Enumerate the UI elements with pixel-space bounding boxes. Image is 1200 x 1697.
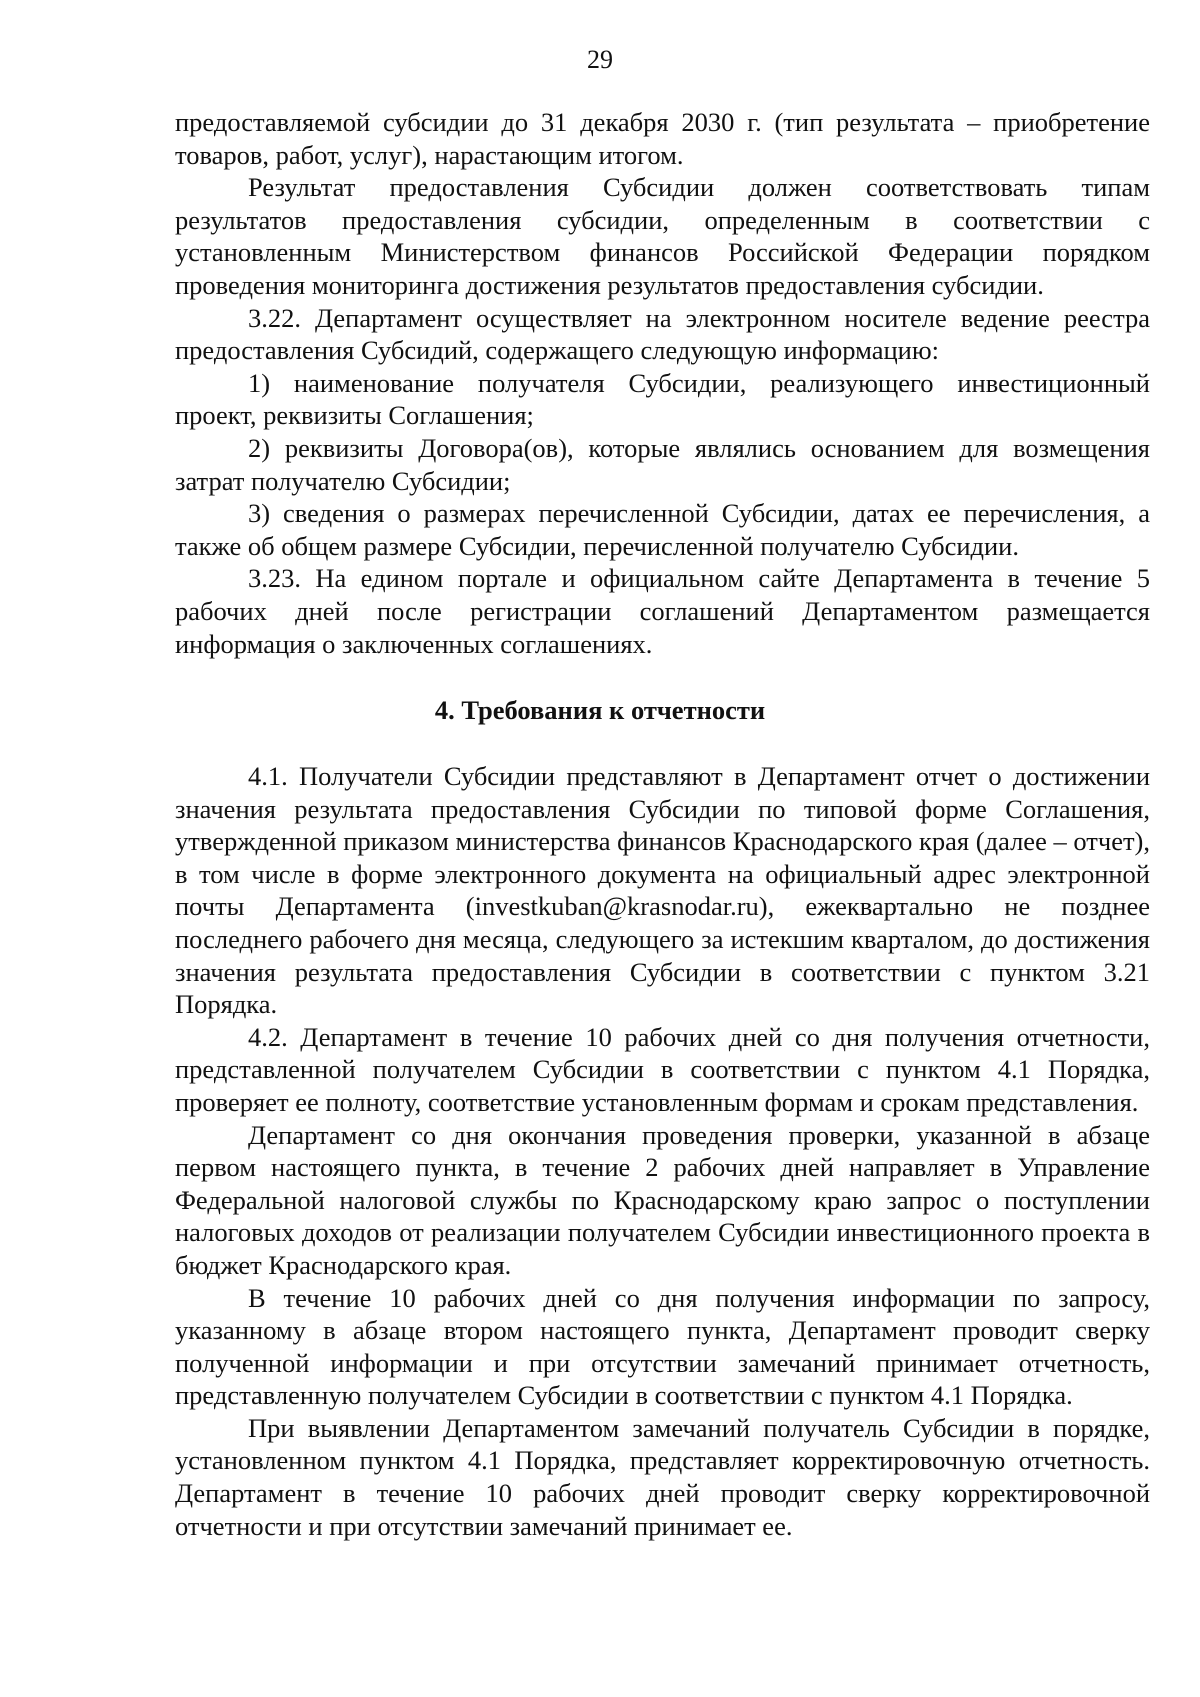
paragraph-3-22: 3.22. Департамент осуществляет на электронном носителе ведение реестра предоставления Субсидий, содержащего следующую информацию: bbox=[175, 302, 1150, 366]
paragraph-4-2-second: Департамент со дня окончания проведения проверки, указанной в абзаце первом настоящего пункта, в течение 2 рабочих дней направляет в Управление Федеральной налоговой службы по Краснодарскому краю запрос о поступлении налоговых доходов от реализации получателем Субсидии инвестиционного проекта в бюджет Краснодарского края. bbox=[175, 1119, 1150, 1280]
section-4-body bbox=[175, 760, 1150, 1542]
list-item-2: 2) реквизиты Договора(ов), которые являлись основанием для возмещения затрат получателю Субсидии; bbox=[175, 432, 1150, 496]
paragraph-result-continuation: предоставляемой субсидии до 31 декабря 2030 г. (тип результата – приобретение товаров, работ, услуг), нарастающим итогом. bbox=[175, 107, 1150, 170]
paragraph-3-23: 3.23. На едином портале и официальном сайте Департамента в течение 5 рабочих дней после регистрации соглашений Департаментом размещается информация о заключенных соглашениях. bbox=[175, 563, 1150, 659]
paragraph-result-type: Результат предоставления Субсидии должен соответствовать типам результатов предоставления субсидии, определенным в соответствии с установленным Министерством финансов Российской Федерации порядком проведения мониторинга достижения результатов предоставления субсидии. bbox=[175, 172, 1150, 300]
page-number: 29 bbox=[587, 45, 613, 74]
section-3-continuation bbox=[175, 106, 1150, 660]
section-heading: 4. Требования к отчетности bbox=[434, 695, 766, 725]
paragraph-4-1: 4.1. Получатели Субсидии представляют в Департамент отчет о достижении значения результата предоставления Субсидии по типовой форме Соглашения, утвержденной приказом министерства финансов Краснодарского края (далее – отчет), в том числе в форме электронного документа на официальный адрес электронной почты Департамента (investkuban@krasnodar.ru), ежеквартально не позднее последнего рабочего дня месяца, следующего за истекшим кварталом, до достижения значения результата предоставления Субсидии в соответствии с пунктом 3.21 Порядка. bbox=[175, 761, 1150, 1020]
list-item-1: 1) наименование получателя Субсидии, реализующего инвестиционный проект, реквизиты Соглашения; bbox=[175, 367, 1150, 431]
paragraph-4-2-third: В течение 10 рабочих дней со дня получения информации по запросу, указанному в абзаце втором настоящего пункта, Департамент проводит сверку полученной информации и при отсутствии замечаний принимает отчетность, представленную получателем Субсидии в соответствии с пунктом 4.1 Порядка. bbox=[175, 1282, 1150, 1411]
list-item-3: 3) сведения о размерах перечисленной Субсидии, датах ее перечисления, а также об общем размере Субсидии, перечисленной получателю Субсидии. bbox=[175, 498, 1150, 561]
paragraph-4-2: 4.2. Департамент в течение 10 рабочих дней со дня получения отчетности, представленной получателем Субсидии в соответствии с пунктом 4.1 Порядка, проверяет ее полноту, соответствие установленным формам и срокам представления. bbox=[175, 1021, 1150, 1117]
paragraph-4-2-fourth: При выявлении Департаментом замечаний получатель Субсидии в порядке, установленном пунктом 4.1 Порядка, представляет корректировочную отчетность. Департамент в течение 10 рабочих дней проводит сверку корректировочной отчетности и при отсутствии замечаний принимает ее. bbox=[175, 1412, 1150, 1541]
